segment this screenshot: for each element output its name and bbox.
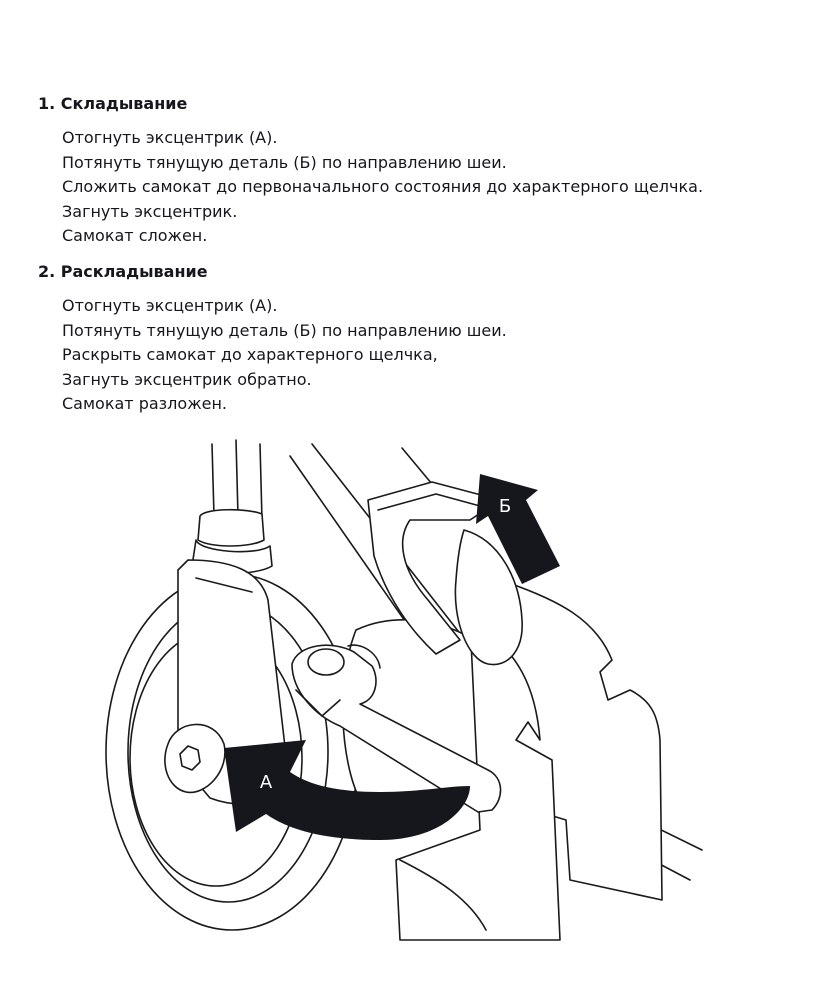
folding-steps-list [62, 126, 703, 249]
stem-left-edge [212, 444, 214, 516]
callout-label-b: Б [498, 496, 512, 517]
folding-step: Самокат сложен. [62, 226, 208, 245]
folding-step: Сложить самокат до первоначального состояния до характерного щелчка. [62, 177, 704, 196]
unfolding-steps-list [62, 294, 507, 417]
callout-label-a: А [259, 772, 273, 793]
folding-step: Потянуть тянущую деталь (Б) по направлению шеи. [62, 152, 507, 172]
folding-step: Отогнуть эксцентрик (А). [62, 128, 278, 147]
unfolding-step: Отогнуть эксцентрик (А). [62, 296, 278, 315]
unfolding-step: Загнуть эксцентрик обратно. [62, 369, 312, 389]
headset-collar [198, 510, 264, 546]
folding-title: 1. Складывание [38, 94, 188, 113]
unfolding-step: Потянуть тянущую деталь (Б) по направлению шеи. [62, 320, 507, 340]
scooter-drawing [96, 436, 716, 950]
unfolding-step: Раскрыть самокат до характерного щелчка, [62, 345, 438, 364]
frame-line-3 [402, 448, 432, 484]
stem-right-edge [236, 440, 238, 516]
unfolding-step: Самокат разложен. [62, 394, 227, 413]
scooter-folding-illustration [96, 436, 716, 950]
stem-outer-edge [260, 444, 262, 520]
folding-step: Загнуть эксцентрик. [62, 201, 238, 221]
unfolding-title: 2. Раскладывание [38, 262, 208, 281]
